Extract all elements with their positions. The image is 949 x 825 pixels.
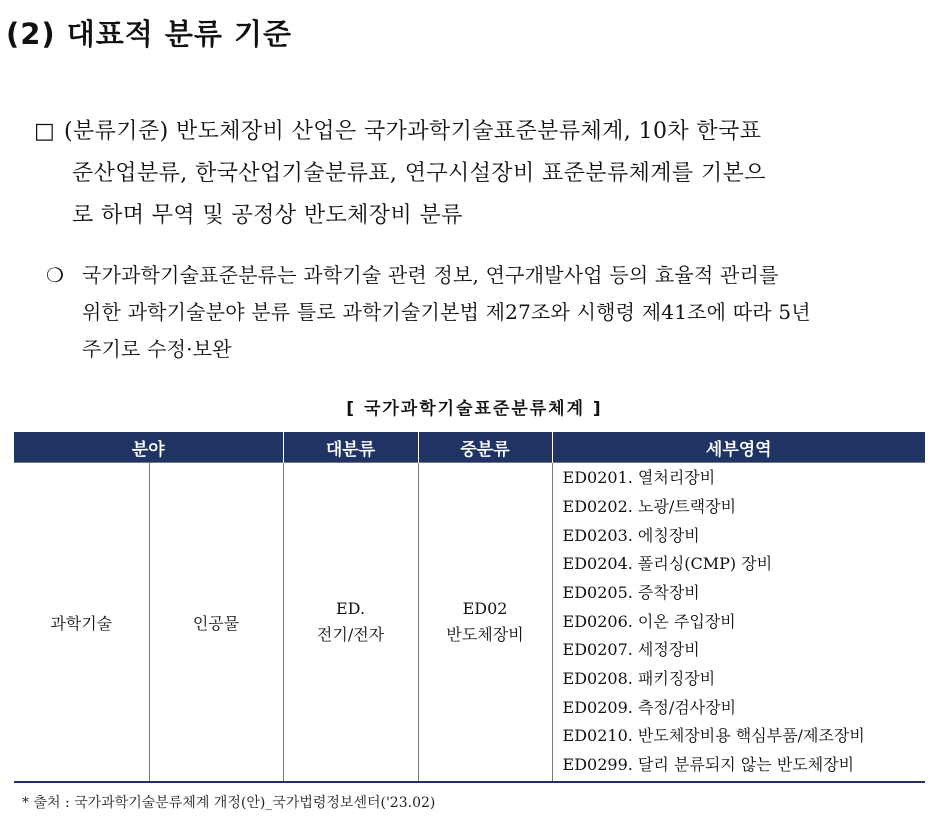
cell-detail-list	[552, 463, 925, 783]
paragraph-line: 주기로 수정·보완	[82, 337, 232, 361]
detail-item: ED0202. 노광/트랙장비	[562, 496, 737, 516]
cell-middle	[418, 463, 552, 783]
table-header-row	[14, 432, 925, 463]
cell-field-science: 과학기술	[14, 463, 149, 783]
detail-item: ED0205. 증착장비	[562, 582, 700, 602]
source-footnote: * 출처 : 국가과학기술분류체계 개정(안)_국가법령정보센터('23.02)	[22, 795, 436, 811]
classification-table	[14, 432, 925, 783]
paragraph-national-standard	[46, 257, 932, 368]
table-caption: [ 국가과학기술표준분류체계 ]	[346, 399, 603, 419]
middle-code: ED02	[462, 599, 508, 618]
paragraph-line: 준산업분류, 한국산업기술분류표, 연구시설장비 표준분류체계를 기본으	[72, 161, 766, 186]
detail-item: ED0209. 측정/검사장비	[562, 697, 737, 717]
detail-item: ED0201. 열처리장비	[562, 468, 716, 488]
detail-item: ED0204. 폴리싱(CMP) 장비	[562, 554, 773, 574]
paragraph-line: 로 하며 무역 및 공정상 반도체장비 분류	[72, 203, 463, 228]
cell-field-artifact: 인공물	[149, 463, 283, 783]
paragraph-line-text: (분류기준) 반도체장비 산업은 국가과학기술표준분류체계, 10차 한국표	[64, 119, 762, 144]
paragraph-line	[34, 111, 932, 153]
paragraph-line: 위한 과학기술분야 분류 틀로 과학기술기본법 제27조와 시행령 제41조에 따라 5년	[82, 300, 811, 324]
major-code: ED.	[336, 599, 366, 618]
paragraph-classification-criteria	[34, 111, 932, 237]
table-row	[14, 463, 925, 783]
circle-bullet-icon: ❍	[46, 263, 65, 287]
header-major: 대분류	[283, 432, 418, 463]
middle-name: 반도체장비	[446, 625, 524, 644]
section-title: (2) 대표적 분류 기준	[6, 17, 293, 51]
detail-item: ED0299. 달리 분류되지 않는 반도체장비	[562, 755, 855, 775]
detail-item: ED0206. 이온 주입장비	[562, 611, 736, 631]
detail-item: ED0203. 에칭장비	[562, 525, 700, 545]
header-field: 분야	[14, 432, 283, 463]
header-middle: 중분류	[418, 432, 552, 463]
detail-item: ED0207. 세정장비	[562, 640, 700, 660]
detail-item: ED0210. 반도체장비용 핵심부품/제조장비	[562, 726, 865, 746]
square-bullet-icon: □	[34, 119, 56, 144]
header-detail: 세부영역	[552, 432, 925, 463]
major-name: 전기/전자	[316, 625, 385, 644]
paragraph-line-text: 국가과학기술표준분류는 과학기술 관련 정보, 연구개발사업 등의 효율적 관리를	[82, 263, 779, 287]
detail-item: ED0208. 패키징장비	[562, 669, 716, 689]
cell-major	[283, 463, 418, 783]
paragraph-line	[46, 257, 932, 294]
